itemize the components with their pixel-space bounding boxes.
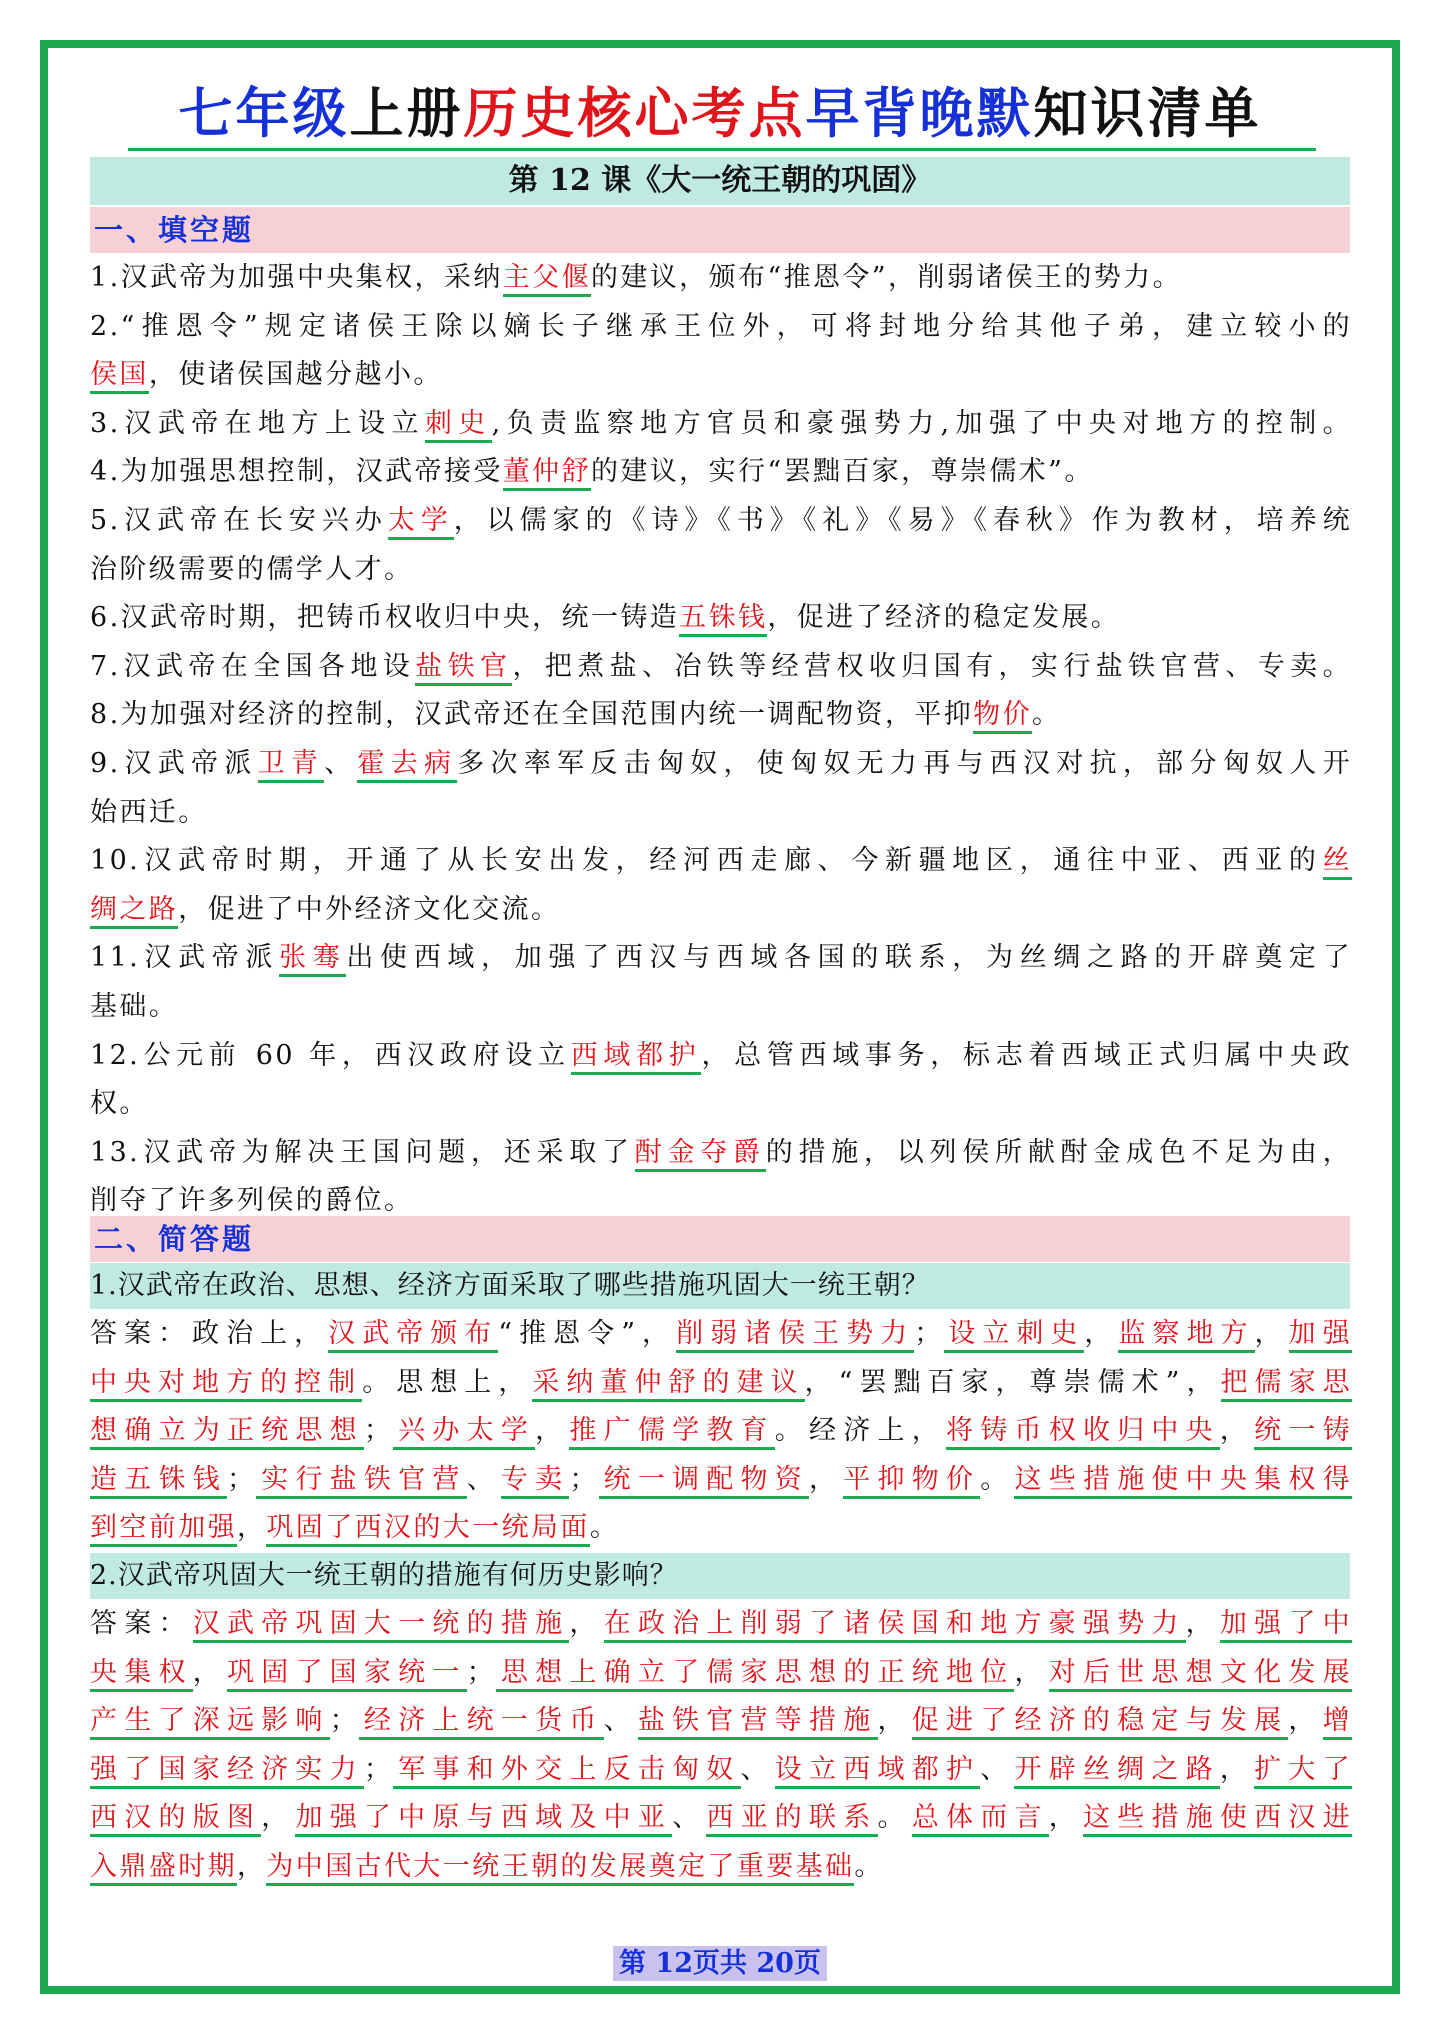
line-text: “推恩令”， <box>498 1318 677 1349</box>
title-part-volume: 上册 <box>349 82 464 145</box>
text-line <box>90 546 1352 594</box>
line-text: ； <box>363 1415 394 1447</box>
line-text: 多次率军反击匈奴，使匈奴无力再与西汉对抗，部分匈奴人开 <box>457 748 1352 779</box>
text-line <box>90 1600 1352 1648</box>
line-text: 7.汉武帝在全国各地设 <box>90 650 416 682</box>
line-text: 。 <box>877 1802 912 1834</box>
line-text: 。 <box>854 1851 884 1882</box>
line-text: ， <box>237 1512 267 1544</box>
answer-key: 巩固了国家统一 <box>227 1657 467 1692</box>
answer-key: 为中国古代大一统王朝的发展奠定了重要基础 <box>266 1851 854 1886</box>
line-text: 1.汉武帝为加强中央集权，采纳 <box>90 262 503 293</box>
answer-key: 太学 <box>388 505 454 540</box>
line-text: 10.汉武帝时期，开通了从长安出发，经河西走廊、今新疆地区，通往中亚、西亚的 <box>90 845 1323 877</box>
section-heading-fill-blank: 一、填空题 <box>90 207 1350 253</box>
line-text: 、 <box>324 748 358 779</box>
line-text: ； <box>226 1463 257 1495</box>
answer-key: 统一铸 <box>1254 1415 1352 1450</box>
answer-key: 入鼎盛时期 <box>90 1851 237 1886</box>
line-text: 。 <box>1031 699 1062 731</box>
answer-key: 设立刺史 <box>944 1318 1085 1353</box>
text-line <box>90 1080 1352 1128</box>
page-footer <box>0 1944 1440 1984</box>
text-line <box>90 1129 1352 1177</box>
text-line <box>90 303 1352 351</box>
title-part-method: 早背晚默 <box>805 82 1034 145</box>
answer-key: 军事和外交上反击匈奴 <box>393 1754 740 1789</box>
text-line <box>90 886 1352 934</box>
answer-key: 加强了中原与西域及中亚 <box>295 1802 672 1837</box>
answer-key: 造五铢钱 <box>90 1464 227 1499</box>
answer-key: 加强了中 <box>1220 1608 1352 1643</box>
answer-key: 经济上统一货币 <box>359 1705 604 1740</box>
line-text: ， <box>1288 1705 1323 1737</box>
page-title <box>0 78 1440 150</box>
line-text: ， <box>877 1705 912 1737</box>
line-text: 出使西域，加强了西汉与西域各国的联系，为丝绸之路的开辟奠定了 <box>346 942 1352 974</box>
line-text: 11.汉武帝派 <box>90 942 280 974</box>
answer-key: 中央对地方的控制 <box>90 1367 362 1402</box>
line-text: 5.汉武帝在长安兴办 <box>90 505 388 536</box>
answer-key: 西亚的联系 <box>706 1802 877 1837</box>
answer-key: 兴办太学 <box>393 1415 535 1450</box>
line-text: 8.为加强对经济的控制，汉武帝还在全国范围内统一调配物资，平抑 <box>90 699 974 731</box>
answer-key: 采纳董仲舒的建议 <box>532 1367 804 1402</box>
line-text: ， <box>569 1608 604 1639</box>
answer-key: 侯国 <box>90 359 149 394</box>
line-text: ，促进了中外经济文化交流。 <box>178 893 561 925</box>
text-line <box>90 983 1352 1031</box>
answer-key: 增 <box>1323 1705 1352 1740</box>
line-text: 9.汉武帝派 <box>90 748 258 779</box>
answer-key: 开辟丝绸之路 <box>1014 1754 1219 1789</box>
answer-key: 盐铁官 <box>415 651 512 686</box>
answer-key: 平抑物价 <box>843 1464 980 1499</box>
text-line <box>90 1456 1352 1504</box>
answer-key: 在政治上削弱了诸侯国和地方豪强势力 <box>604 1608 1186 1643</box>
answer-key: 五铢钱 <box>679 602 767 637</box>
question-1: 1.汉武帝在政治、思想、经济方面采取了哪些措施巩固大一统王朝？ <box>90 1263 1350 1309</box>
line-text: ， <box>1014 1656 1049 1688</box>
line-text: ； <box>914 1318 944 1349</box>
line-text: ， <box>1219 1753 1255 1785</box>
text-line <box>90 1649 1352 1697</box>
answer-key: 绸之路 <box>90 894 178 929</box>
line-text: ， <box>809 1463 844 1495</box>
answer-key: 巩固了西汉的大一统局面 <box>266 1512 589 1547</box>
title-part-list: 知识清单 <box>1033 82 1262 145</box>
answer-key: 强了国家经济实力 <box>90 1754 364 1789</box>
answer-key: 监察地方 <box>1118 1318 1254 1353</box>
text-line <box>90 1794 1352 1842</box>
line-text: ， <box>1254 1318 1289 1349</box>
answer-key: 盐铁官营等措施 <box>638 1705 878 1740</box>
text-line <box>90 594 1352 642</box>
text-line <box>90 740 1352 788</box>
line-text: ，以儒家的《诗》《书》《礼》《易》《春秋》作为教材，培养统 <box>453 505 1352 536</box>
line-text: 。经济上， <box>774 1415 946 1447</box>
text-line <box>90 1032 1352 1080</box>
line-text: 6.汉武帝时期，把铸币权收归中央，统一铸造 <box>90 602 680 634</box>
text-line <box>90 789 1352 837</box>
text-line <box>90 497 1352 545</box>
text-line <box>90 643 1352 691</box>
answer-key: 董仲舒 <box>503 456 591 491</box>
line-text: 。 <box>589 1512 620 1544</box>
line-text: ，把煮盐、冶铁等经营权收归国有，实行盐铁官营、专卖。 <box>512 650 1352 682</box>
answer-key: 刺史 <box>425 408 492 443</box>
line-text: 削夺了许多列侯的爵位。 <box>90 1185 414 1217</box>
line-text: ； <box>363 1753 394 1785</box>
answer-key: 这些措施使中央集权得 <box>1014 1464 1352 1499</box>
answer-key: 央集权 <box>90 1657 193 1692</box>
line-text: ，总管西域事务，标志着西域正式归属中央政 <box>701 1039 1352 1071</box>
line-text: ，“罢黜百家，尊崇儒术”， <box>804 1366 1221 1398</box>
answer-key: 到空前加强 <box>90 1512 237 1547</box>
text-line <box>90 254 1352 302</box>
line-text: 、 <box>740 1753 775 1785</box>
line-text: ， <box>237 1851 267 1882</box>
answer-key: 设立西域都护 <box>775 1754 980 1789</box>
line-text: 基础。 <box>90 991 179 1022</box>
line-text: 3.汉武帝在地方上设立 <box>90 407 425 439</box>
line-text: 权。 <box>90 1088 149 1120</box>
answer-key: 想确立为正统思想 <box>90 1415 364 1450</box>
line-text: 4.为加强思想控制，汉武帝接受 <box>90 456 503 488</box>
line-text: 的措施，以列侯所献酎金成色不足为由， <box>765 1136 1352 1168</box>
line-text: 、 <box>466 1463 501 1495</box>
text-line <box>90 400 1352 448</box>
line-text: 、 <box>672 1802 707 1834</box>
page-number: 第 12页共 20页 <box>613 1946 827 1981</box>
title-part-topic: 历史核心考点 <box>463 82 806 145</box>
answer-key: 促进了经济的稳定与发展 <box>912 1705 1289 1740</box>
line-text: 的建议，颁布“推恩令”，削弱诸侯王的势力。 <box>590 262 1182 293</box>
answer-key: 西汉的版图 <box>90 1802 261 1837</box>
line-text: ； <box>569 1463 599 1495</box>
answer-key: 张骞 <box>279 942 346 977</box>
lesson-heading: 第 12 课《大一统王朝的巩固》 <box>90 157 1350 205</box>
title-underline <box>128 148 1316 151</box>
line-text: ， <box>192 1656 227 1688</box>
text-line <box>90 351 1352 399</box>
text-line <box>90 691 1352 739</box>
line-text: ， <box>1084 1318 1119 1349</box>
line-text: ； <box>466 1656 497 1688</box>
line-text: 治阶级需要的儒学人才。 <box>90 553 414 585</box>
line-text: ， <box>261 1802 296 1834</box>
text-line <box>90 1359 1352 1407</box>
line-text: ， <box>1219 1415 1255 1447</box>
question-2: 2.汉武帝巩固大一统王朝的措施有何历史影响？ <box>90 1553 1350 1599</box>
answer-key: 丝 <box>1323 845 1352 880</box>
text-line <box>90 934 1352 982</box>
answer-key: 把儒家思 <box>1221 1367 1352 1402</box>
line-text: 、 <box>603 1705 638 1737</box>
line-text: ， <box>1185 1608 1220 1639</box>
title-part-grade: 七年级 <box>178 82 350 145</box>
answer-key: 将铸币权收归中央 <box>946 1415 1220 1450</box>
line-text: 12.公元前 60 年，西汉政府设立 <box>90 1039 571 1071</box>
section-heading-short-answer: 二、简答题 <box>90 1216 1350 1262</box>
line-text: 始西迁。 <box>90 796 208 828</box>
text-line <box>90 1504 1352 1552</box>
line-text: 答案：政治上， <box>90 1318 329 1349</box>
line-text: ,负责监察地方官员和豪强势力,加强了中央对地方的控制。 <box>491 407 1352 439</box>
answer-key: 这些措施使西汉进 <box>1083 1802 1352 1837</box>
text-line <box>90 1697 1352 1745</box>
answer-key: 统一调配物资 <box>599 1464 809 1499</box>
answer-key: 扩大了 <box>1254 1754 1352 1789</box>
answer-key: 酎金夺爵 <box>635 1137 766 1172</box>
line-text: ，使诸侯国越分越小。 <box>148 359 443 391</box>
answer-key: 西域都护 <box>571 1040 702 1075</box>
answer-key: 汉武帝颁布 <box>328 1318 498 1353</box>
line-text: ， <box>1048 1802 1083 1834</box>
answer-key: 霍去病 <box>357 748 457 783</box>
answer-key: 卫青 <box>258 748 325 783</box>
line-text: 的建议，实行“罢黜百家，尊崇儒术”。 <box>590 456 1094 488</box>
line-text: 答案： <box>90 1608 193 1639</box>
text-line <box>90 1407 1352 1455</box>
text-line <box>90 837 1352 885</box>
line-text: 、 <box>980 1753 1015 1785</box>
answer-key: 削弱诸侯王势力 <box>676 1318 914 1353</box>
answer-key: 汉武帝巩固大一统的措施 <box>193 1608 570 1643</box>
answer-key: 主父偃 <box>503 262 591 297</box>
line-text: 13.汉武帝为解决王国问题，还采取了 <box>90 1136 635 1168</box>
answer-key: 产生了深远影响 <box>90 1705 330 1740</box>
text-line <box>90 1310 1352 1358</box>
answer-key: 总体而言 <box>912 1802 1049 1837</box>
answer-key: 推广儒学教育 <box>569 1415 774 1450</box>
answer-key: 思想上确立了儒家思想的正统地位 <box>496 1657 1014 1692</box>
text-line <box>90 448 1352 496</box>
text-line <box>90 1843 1352 1891</box>
line-text: 。 <box>980 1463 1015 1495</box>
answer-key: 对后世思想文化发展 <box>1049 1657 1352 1692</box>
line-text: ，促进了经济的稳定发展。 <box>767 602 1121 634</box>
answer-key: 加强 <box>1289 1318 1352 1353</box>
answer-key: 实行盐铁官营 <box>256 1464 466 1499</box>
text-line <box>90 1746 1352 1794</box>
line-text: ， <box>535 1415 570 1447</box>
answer-key: 专卖 <box>501 1464 569 1499</box>
answer-key: 物价 <box>973 699 1032 734</box>
line-text: ； <box>329 1705 360 1737</box>
line-text: 。思想上， <box>362 1366 533 1398</box>
line-text: 2.“推恩令”规定诸侯王除以嫡长子继承王位外，可将封地分给其他子弟，建立较小的 <box>90 310 1352 342</box>
